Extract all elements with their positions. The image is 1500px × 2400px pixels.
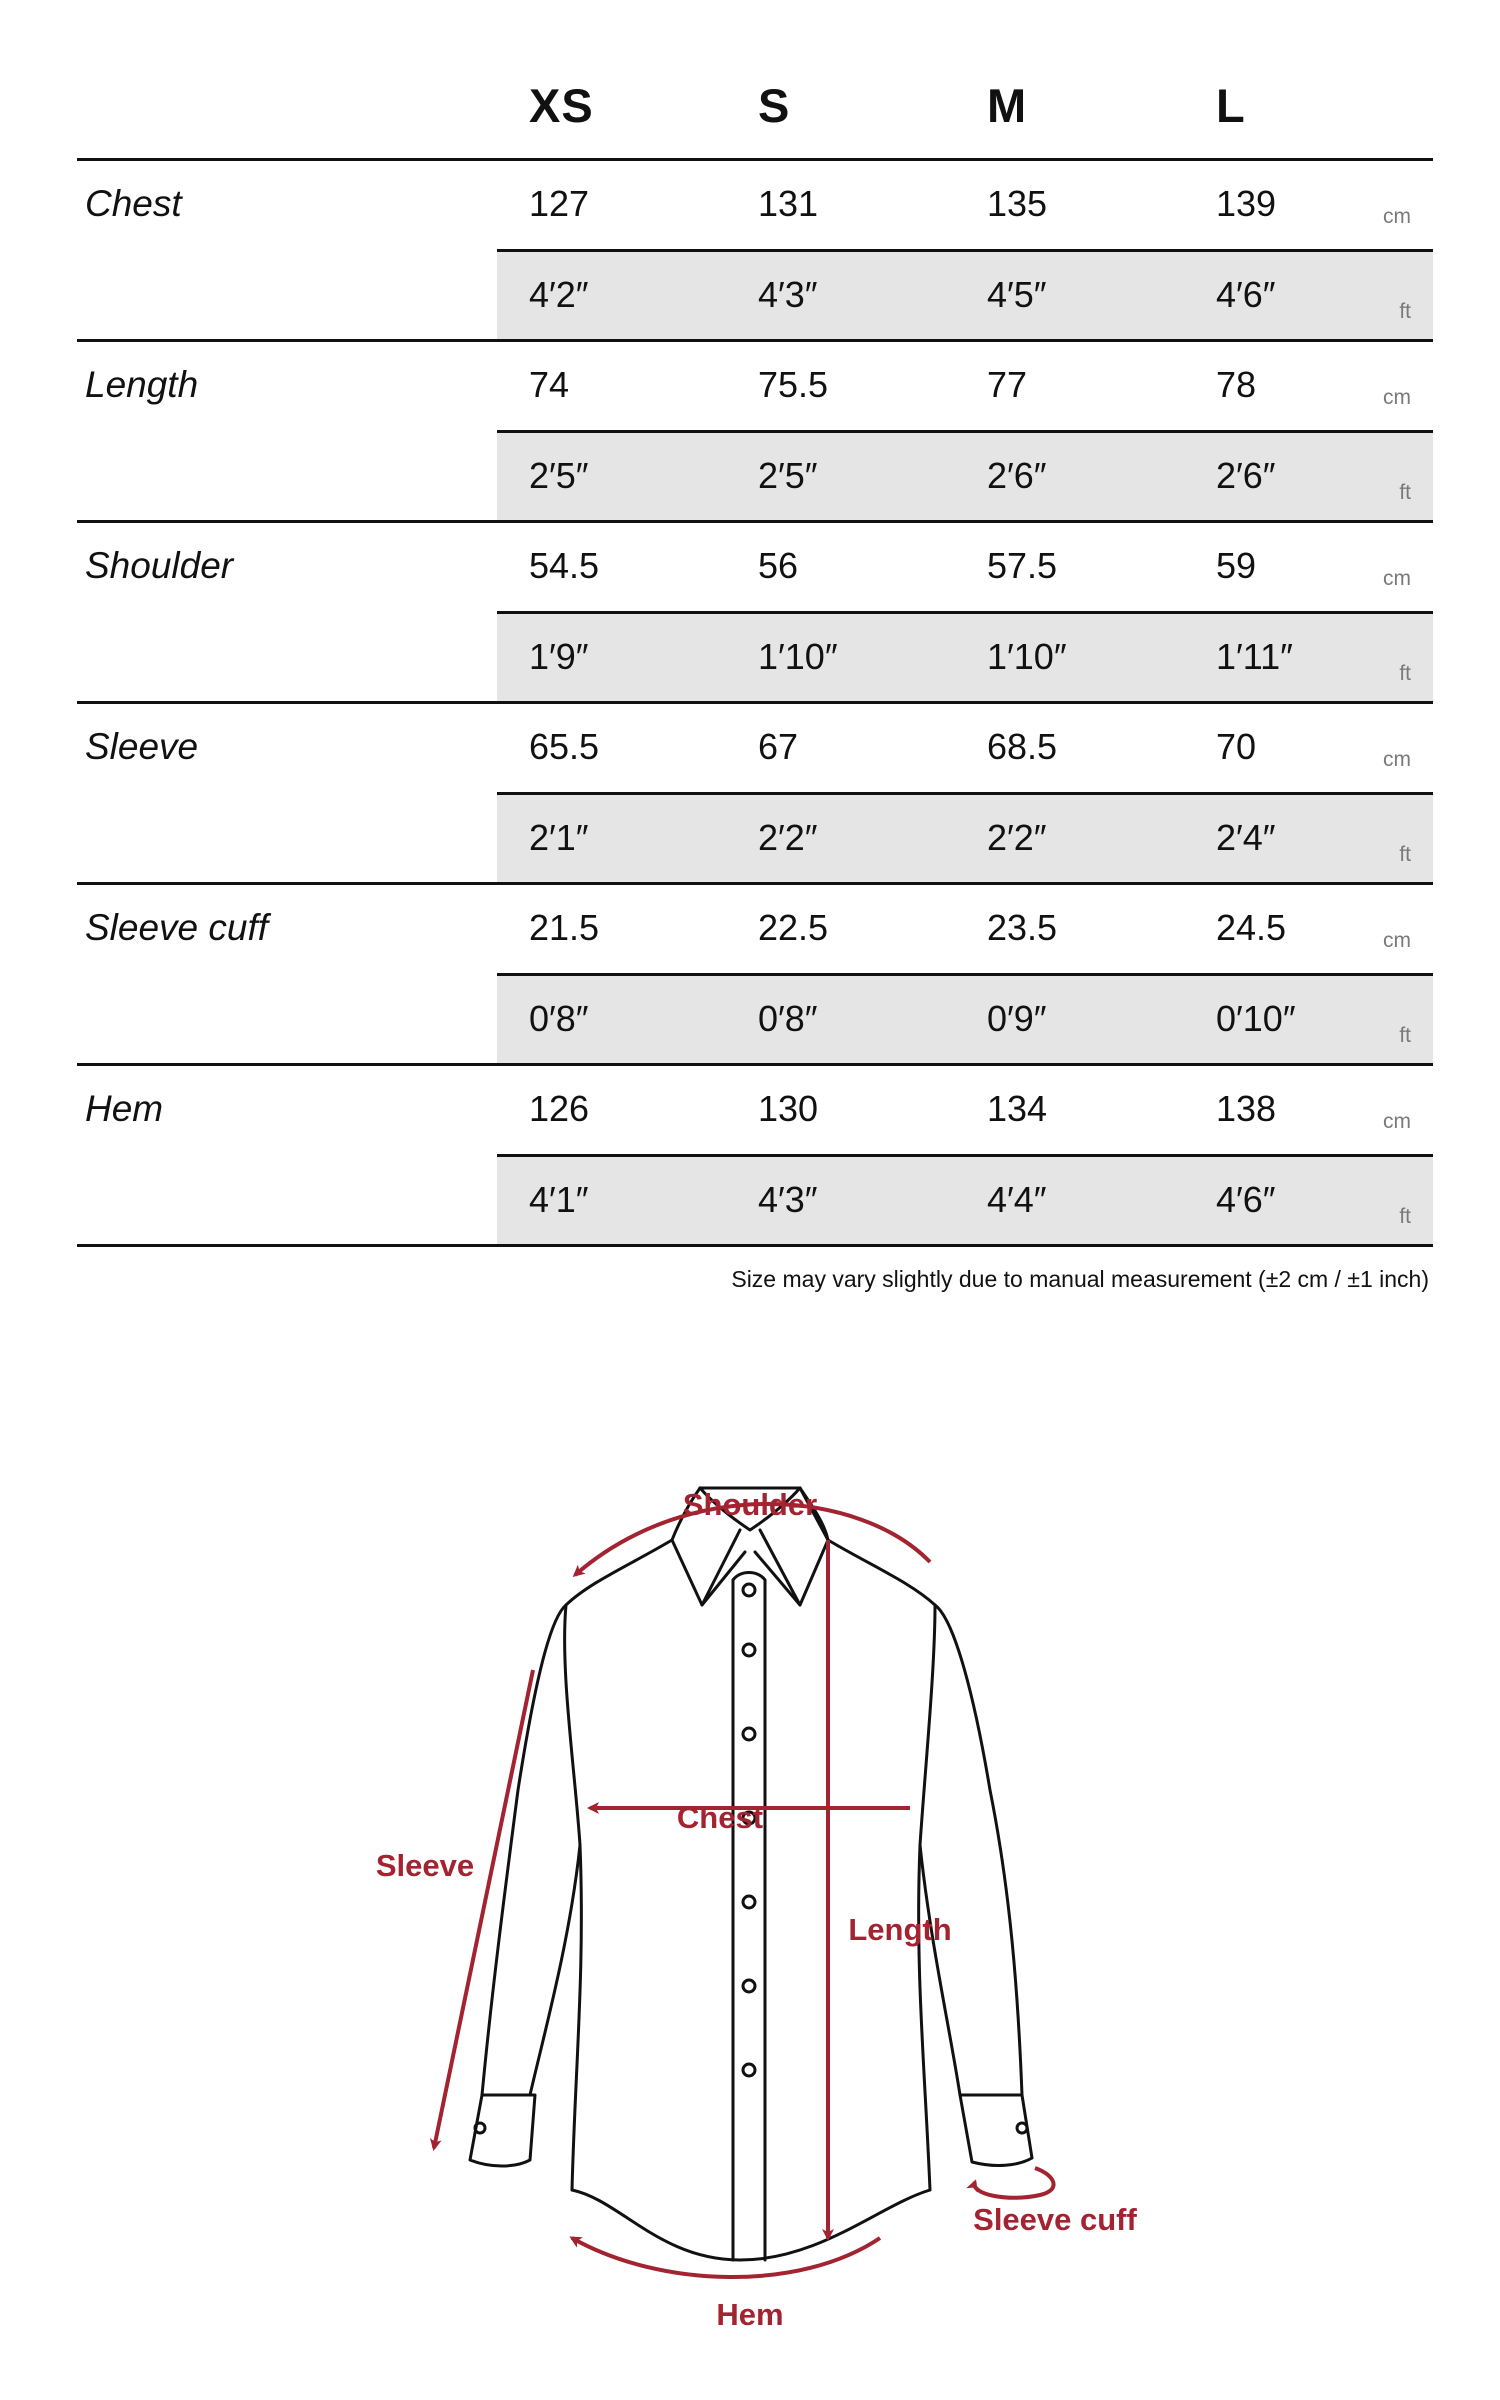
ft-value: 2′6″ <box>987 455 1047 496</box>
ft-subrow <box>497 1157 1433 1247</box>
ft-value: 4′3″ <box>758 274 818 315</box>
ft-value: 4′4″ <box>987 1179 1047 1220</box>
ft-value: 1′10″ <box>987 636 1067 677</box>
cm-subrow <box>77 885 1433 975</box>
cm-value: 65.5 <box>529 726 600 767</box>
measure-label: Length <box>85 364 199 405</box>
cm-value: 78 <box>1216 364 1257 405</box>
cm-value: 77 <box>987 364 1028 405</box>
measure-row-sleeve-cuff <box>77 885 1433 1066</box>
cm-value: 68.5 <box>987 726 1058 767</box>
ft-value: 2′2″ <box>758 817 818 858</box>
cm-unit-label: cm <box>1383 386 1411 409</box>
ft-value: 0′9″ <box>987 998 1047 1039</box>
cm-subrow <box>77 704 1433 794</box>
ft-unit-label: ft <box>1399 662 1411 685</box>
cm-value: 138 <box>1216 1088 1277 1129</box>
size-header-xs: XS <box>529 79 594 132</box>
ft-value: 2′5″ <box>529 455 589 496</box>
ft-value: 4′2″ <box>529 274 589 315</box>
cm-value: 59 <box>1216 545 1257 586</box>
ft-value: 0′8″ <box>529 998 589 1039</box>
ft-value: 2′6″ <box>1216 455 1276 496</box>
ft-unit-label: ft <box>1399 1205 1411 1228</box>
ft-value: 4′6″ <box>1216 1179 1276 1220</box>
measure-row-chest <box>77 161 1433 342</box>
ft-value: 0′8″ <box>758 998 818 1039</box>
measure-row-hem <box>77 1066 1433 1247</box>
cm-value: 131 <box>758 183 819 224</box>
ft-value: 1′10″ <box>758 636 838 677</box>
sleeve-label: Sleeve <box>375 1848 475 1883</box>
size-header-l: L <box>1216 79 1246 132</box>
length-label: Length <box>848 1912 952 1947</box>
ft-value: 2′2″ <box>987 817 1047 858</box>
ft-unit-label: ft <box>1399 1024 1411 1047</box>
measure-label: Sleeve cuff <box>85 907 269 948</box>
chest-label: Chest <box>676 1800 764 1835</box>
cm-value: 56 <box>758 545 799 586</box>
cm-value: 75.5 <box>758 364 829 405</box>
shirt-measurement-diagram <box>0 1470 1500 2350</box>
ft-value: 4′6″ <box>1216 274 1276 315</box>
hem-label: Hem <box>716 2297 784 2332</box>
ft-subrow <box>497 252 1433 342</box>
cm-unit-label: cm <box>1383 748 1411 771</box>
measure-label: Shoulder <box>85 545 234 586</box>
ft-value: 4′5″ <box>987 274 1047 315</box>
cm-unit-label: cm <box>1383 567 1411 590</box>
ft-value: 1′9″ <box>529 636 589 677</box>
measure-label: Chest <box>85 183 182 224</box>
ft-subrow <box>497 433 1433 523</box>
cm-value: 57.5 <box>987 545 1058 586</box>
cm-subrow <box>77 1066 1433 1156</box>
measure-label: Hem <box>85 1088 164 1129</box>
measure-row-shoulder <box>77 523 1433 704</box>
size-header-s: S <box>758 79 791 132</box>
row-divider <box>77 1244 1433 1247</box>
cm-value: 54.5 <box>529 545 600 586</box>
ft-unit-label: ft <box>1399 300 1411 323</box>
cm-value: 23.5 <box>987 907 1058 948</box>
ft-value: 4′1″ <box>529 1179 589 1220</box>
measure-row-sleeve <box>77 704 1433 885</box>
cm-subrow <box>77 342 1433 432</box>
ft-value: 0′10″ <box>1216 998 1296 1039</box>
ft-value: 2′4″ <box>1216 817 1276 858</box>
ft-value: 4′3″ <box>758 1179 818 1220</box>
sleeve-cuff-arrow <box>975 2168 1054 2198</box>
ft-subrow <box>497 614 1433 704</box>
measurement-disclaimer: Size may vary slightly due to manual measurement (±2 cm / ±1 inch) <box>731 1266 1429 1292</box>
cm-value: 21.5 <box>529 907 600 948</box>
cm-value: 126 <box>529 1088 590 1129</box>
cm-subrow <box>77 161 1433 251</box>
cm-value: 70 <box>1216 726 1257 767</box>
cm-unit-label: cm <box>1383 1110 1411 1133</box>
cm-value: 22.5 <box>758 907 829 948</box>
ft-subrow <box>497 795 1433 885</box>
cm-value: 130 <box>758 1088 819 1129</box>
shoulder-label: Shoulder <box>682 1487 818 1522</box>
cm-subrow <box>77 523 1433 613</box>
cm-value: 134 <box>987 1088 1048 1129</box>
ft-unit-label: ft <box>1399 843 1411 866</box>
measure-row-length <box>77 342 1433 523</box>
hem-arrow <box>572 2238 880 2277</box>
cm-value: 135 <box>987 183 1048 224</box>
ft-value: 2′5″ <box>758 455 818 496</box>
ft-value: 1′11″ <box>1216 636 1293 677</box>
ft-value: 2′1″ <box>529 817 589 858</box>
ft-unit-label: ft <box>1399 481 1411 504</box>
cm-unit-label: cm <box>1383 929 1411 952</box>
shirt-outline-icon <box>470 1488 1032 2260</box>
cm-unit-label: cm <box>1383 205 1411 228</box>
ft-subrow <box>497 976 1433 1066</box>
cm-value: 74 <box>529 364 570 405</box>
measure-label: Sleeve <box>85 726 199 767</box>
sleeve-cuff-label: Sleeve cuff <box>973 2202 1137 2237</box>
cm-value: 139 <box>1216 183 1277 224</box>
size-header-m: M <box>987 79 1028 132</box>
cm-value: 67 <box>758 726 799 767</box>
cm-value: 24.5 <box>1216 907 1287 948</box>
cm-value: 127 <box>529 183 590 224</box>
